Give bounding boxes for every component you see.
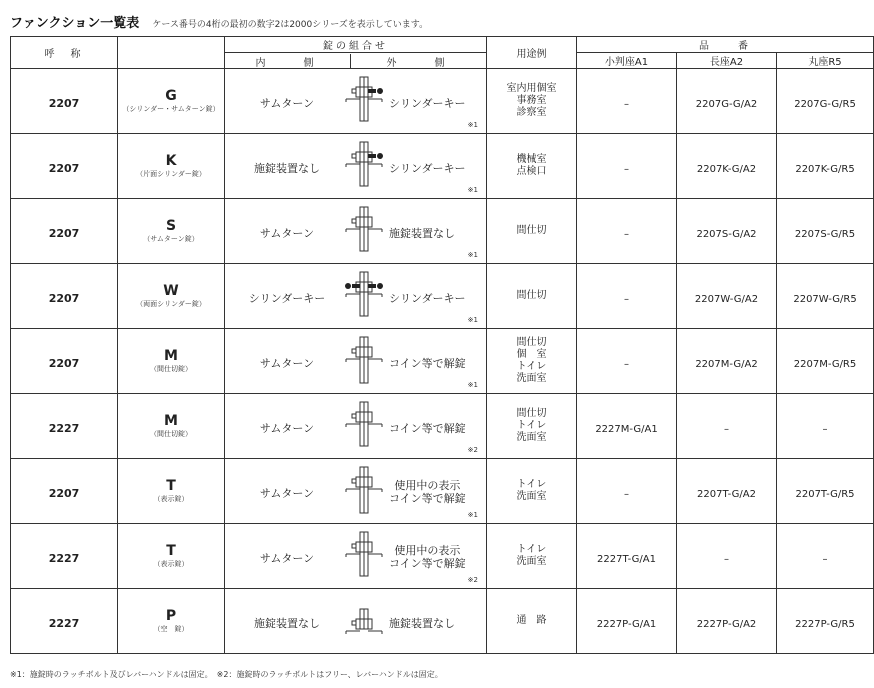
use-examples: 間仕切 トイレ 洗面室 <box>487 394 577 459</box>
function-letter: M <box>164 413 178 429</box>
lock-diagram-icon <box>340 465 388 515</box>
function-label: （シリンダー・サムターン錠） <box>122 105 220 113</box>
function-letter: T <box>166 543 176 559</box>
header-product: 品 番 <box>577 37 874 53</box>
outside-mechanism: シリンダーキー <box>389 162 466 175</box>
title-row <box>10 12 428 32</box>
product-r5: – <box>777 394 874 459</box>
product-a1: – <box>577 134 677 199</box>
product-r5: 2207G-G/R5 <box>777 69 874 134</box>
function-name <box>118 459 225 524</box>
lock-combination <box>225 264 487 329</box>
product-a1: 2227T-G/A1 <box>577 524 677 589</box>
product-a1: – <box>577 459 677 524</box>
outside-mechanism: 使用中の表示 コイン等で解錠 <box>389 544 466 570</box>
use-examples: トイレ 洗面室 <box>487 524 577 589</box>
footnote-mark: ※1 <box>467 316 478 324</box>
table-row <box>11 264 874 329</box>
case-number: 2207 <box>11 69 118 134</box>
product-a2: 2207W-G/A2 <box>677 264 777 329</box>
function-name <box>118 199 225 264</box>
lock-diagram-icon <box>340 140 388 190</box>
use-examples: 室内用個室 事務室 診察室 <box>487 69 577 134</box>
product-a2: 2207S-G/A2 <box>677 199 777 264</box>
product-a2: 2227P-G/A2 <box>677 589 777 654</box>
product-a1: – <box>577 69 677 134</box>
product-a1: – <box>577 329 677 394</box>
inside-mechanism: 施錠装置なし <box>254 162 320 175</box>
table-body <box>11 69 874 654</box>
function-name <box>118 524 225 589</box>
product-r5: 2207K-G/R5 <box>777 134 874 199</box>
inside-mechanism: サムターン <box>259 487 315 500</box>
function-letter: M <box>164 348 178 364</box>
footnote-mark: ※1 <box>467 251 478 259</box>
lock-combination <box>225 394 487 459</box>
footnote-mark: ※2 <box>467 446 478 454</box>
product-r5: 2207M-G/R5 <box>777 329 874 394</box>
use-examples: 間仕切 <box>487 199 577 264</box>
lock-combination <box>225 524 487 589</box>
footnote-mark: ※1 <box>467 511 478 519</box>
inside-mechanism: サムターン <box>259 357 315 370</box>
product-a2: 2207G-G/A2 <box>677 69 777 134</box>
outside-mechanism: 施錠装置なし <box>389 227 455 240</box>
table-row <box>11 134 874 199</box>
lock-combination <box>225 134 487 199</box>
table-row <box>11 459 874 524</box>
inside-mechanism: サムターン <box>259 227 315 240</box>
page-title: ファンクション一覧表 <box>10 16 140 31</box>
product-a2: – <box>677 394 777 459</box>
use-examples: 間仕切 個 室 トイレ 洗面室 <box>487 329 577 394</box>
function-letter: S <box>165 218 177 234</box>
outside-mechanism: コイン等で解錠 <box>389 422 466 435</box>
use-examples: 通 路 <box>487 589 577 654</box>
lock-combination <box>225 69 487 134</box>
use-examples: トイレ 洗面室 <box>487 459 577 524</box>
use-examples: 機械室 点検口 <box>487 134 577 199</box>
case-number: 2227 <box>11 524 118 589</box>
footer-notes: ※1：施錠時のラッチボルト及びレバーハンドルは固定。 ※2：施錠時のラッチボルトはフリー、レバーハンドルは固定。 <box>10 670 443 679</box>
header-blank <box>118 37 225 69</box>
header-inout <box>225 53 487 69</box>
function-label: （両面シリンダー錠） <box>136 300 206 308</box>
case-number: 2207 <box>11 134 118 199</box>
lock-diagram-icon <box>340 270 388 320</box>
outside-mechanism: 使用中の表示 コイン等で解錠 <box>389 479 466 505</box>
product-r5: 2207T-G/R5 <box>777 459 874 524</box>
product-a2: – <box>677 524 777 589</box>
header-inside: 内 側 <box>225 54 351 68</box>
product-r5: 2207W-G/R5 <box>777 264 874 329</box>
case-number: 2207 <box>11 329 118 394</box>
inside-mechanism: 施錠装置なし <box>254 617 320 630</box>
outside-mechanism: コイン等で解錠 <box>389 357 466 370</box>
header-use: 用途例 <box>487 37 577 69</box>
function-name <box>118 329 225 394</box>
product-r5: 2227P-G/R5 <box>777 589 874 654</box>
function-label: （表示錠） <box>153 495 189 503</box>
footnote-mark: ※1 <box>467 186 478 194</box>
table-row <box>11 394 874 459</box>
lock-combination <box>225 459 487 524</box>
case-number: 2227 <box>11 394 118 459</box>
lock-diagram-icon <box>340 400 388 450</box>
outside-mechanism: 施錠装置なし <box>389 617 455 630</box>
lock-combination <box>225 589 487 654</box>
footnote-mark: ※1 <box>467 121 478 129</box>
inside-mechanism: サムターン <box>259 97 315 110</box>
lock-diagram-icon <box>340 75 388 125</box>
product-a1: 2227P-G/A1 <box>577 589 677 654</box>
function-name <box>118 69 225 134</box>
function-name <box>118 264 225 329</box>
outside-mechanism: シリンダーキー <box>389 97 466 110</box>
header-a1: 小判座A1 <box>577 53 677 69</box>
case-number: 2207 <box>11 459 118 524</box>
table-row <box>11 329 874 394</box>
function-label: （サムターン錠） <box>143 235 199 243</box>
function-label: （表示錠） <box>153 560 189 568</box>
function-letter: W <box>163 283 179 299</box>
lock-diagram-icon <box>340 595 388 645</box>
function-letter: P <box>165 608 177 624</box>
function-label: （空 錠） <box>153 625 189 633</box>
lock-diagram-icon <box>340 205 388 255</box>
lock-combination <box>225 199 487 264</box>
header-r5: 丸座R5 <box>777 53 874 69</box>
header-outside: 外 側 <box>386 57 451 69</box>
product-a2: 2207T-G/A2 <box>677 459 777 524</box>
product-a2: 2207M-G/A2 <box>677 329 777 394</box>
table-row <box>11 524 874 589</box>
lock-diagram-icon <box>340 335 388 385</box>
function-name <box>118 394 225 459</box>
case-number: 2227 <box>11 589 118 654</box>
product-a1: 2227M-G/A1 <box>577 394 677 459</box>
lock-combination <box>225 329 487 394</box>
footnote-mark: ※2 <box>467 576 478 584</box>
function-table <box>10 36 874 654</box>
table-row <box>11 69 874 134</box>
header-combination: 錠の組合せ <box>225 37 487 53</box>
header-a2: 長座A2 <box>677 53 777 69</box>
table-row <box>11 199 874 264</box>
function-name <box>118 134 225 199</box>
table-row <box>11 589 874 654</box>
outside-mechanism: シリンダーキー <box>389 292 466 305</box>
product-a1: – <box>577 199 677 264</box>
function-letter: K <box>165 153 177 169</box>
use-examples: 間仕切 <box>487 264 577 329</box>
case-number: 2207 <box>11 264 118 329</box>
function-label: （間仕切錠） <box>150 430 192 438</box>
header-name: 呼 称 <box>11 37 118 69</box>
function-label: （間仕切錠） <box>150 365 192 373</box>
product-r5: – <box>777 524 874 589</box>
function-letter: T <box>166 478 176 494</box>
product-a1: – <box>577 264 677 329</box>
inside-mechanism: サムターン <box>259 422 315 435</box>
function-name <box>118 589 225 654</box>
product-a2: 2207K-G/A2 <box>677 134 777 199</box>
inside-mechanism: シリンダーキー <box>248 292 326 305</box>
function-label: （片面シリンダー錠） <box>136 170 206 178</box>
footnote-mark: ※1 <box>467 381 478 389</box>
case-number: 2207 <box>11 199 118 264</box>
lock-diagram-icon <box>340 530 388 580</box>
page-subtitle: ケース番号の4桁の最初の数字2は2000シリーズを表示しています。 <box>152 20 429 30</box>
product-r5: 2207S-G/R5 <box>777 199 874 264</box>
inside-mechanism: サムターン <box>259 552 315 565</box>
function-letter: G <box>165 88 177 104</box>
